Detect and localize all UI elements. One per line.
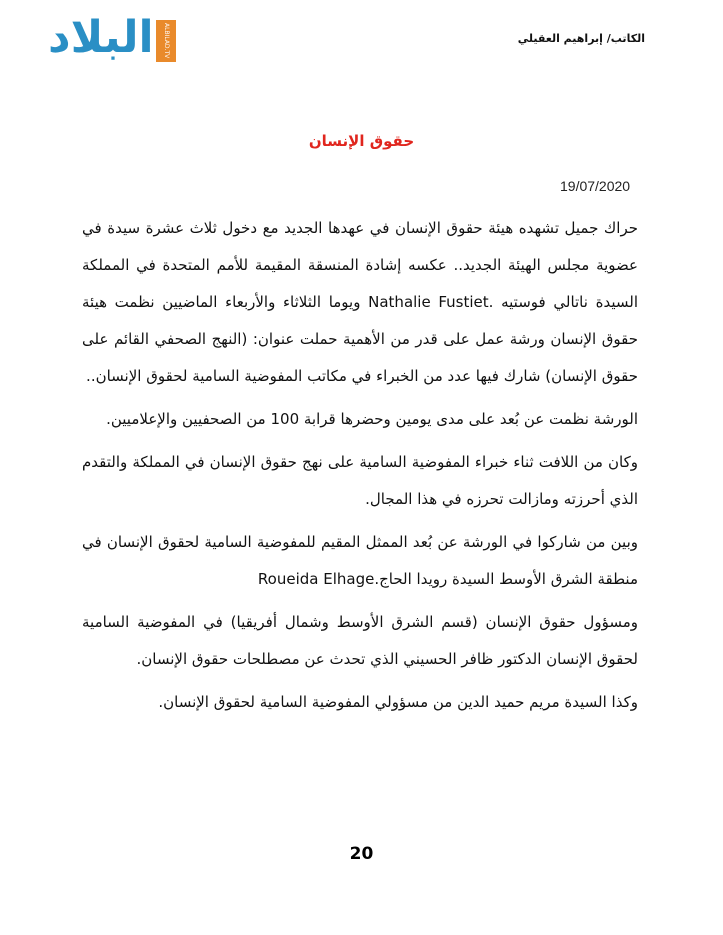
logo-text: البلاد (48, 12, 154, 63)
paragraph: حراك جميل تشهده هيئة حقوق الإنسان في عهدها الجديد مع دخول ثلاث عشرة سيدة في عضوية مجلس الهيئة الجديد.. عكسه إشادة المنسقة المقيمة للأمم المتحدة في المملكة السيدة ناتالي فوستيه .Nathalie Fustiet ويوما الثلاثاء والأربعاء الماضيين نظمت هيئة حقوق الإنسان ورشة عمل على قدر من الأهمية حملت عنوان: (النهج الصحفي القائم على حقوق الإنسان) شارك فيها عدد من الخبراء في مكاتب المفوضية السامية لحقوق الإنسان.. (82, 219, 638, 385)
paragraph: الورشة نظمت عن بُعد على مدى يومين وحضرها قرابة 100 من الصحفيين والإعلاميين. (106, 410, 638, 428)
article-title: حقوق الإنسان (308, 132, 415, 150)
paragraph: وبين من شاركوا في الورشة عن بُعد الممثل المقيم للمفوضية السامية لحقوق الإنسان في منطقة الشرق الأوسط السيدة رويدا الحاج.Roueida Elhage (82, 533, 638, 588)
article-date: 19/07/2020 (560, 178, 631, 194)
paragraph: وكذا السيدة مريم حميد الدين من مسؤولي المفوضية السامية لحقوق الإنسان. (158, 693, 638, 711)
article-body (82, 210, 638, 727)
paragraph: وكان من اللافت ثناء خبراء المفوضية السامية على نهج حقوق الإنسان في المملكة والتقدم الذي أحرزته ومازالت تحرزه في هذا المجال. (82, 453, 638, 508)
author-name: الكاتب/ إبراهيم العقيلي (517, 32, 645, 45)
paragraph: ومسؤول حقوق الإنسان (قسم الشرق الأوسط وشمال أفريقيا) في المفوضية السامية لحقوق الإنسان الدكتور ظافر الحسيني الذي تحدث عن مصطلحات حقوق الإنسان. (82, 613, 638, 668)
albilad-logo (48, 12, 176, 66)
logo-strip: ALBILAD.TV (156, 20, 176, 62)
page-number: 20 (349, 844, 374, 864)
page-header (0, 0, 723, 80)
